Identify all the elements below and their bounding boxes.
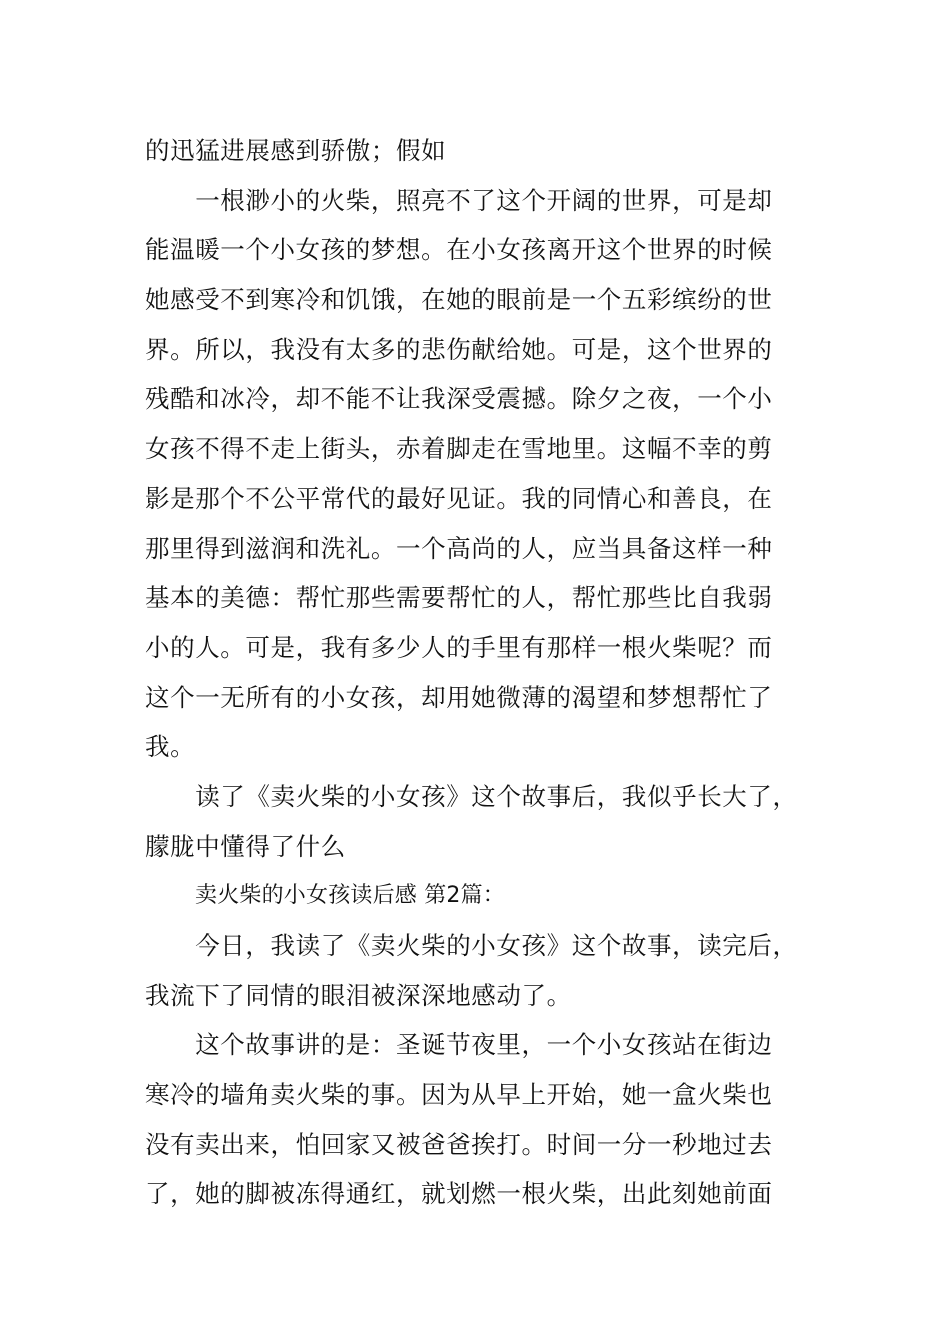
paragraph-continuation	[145, 126, 825, 176]
section-heading-text: 卖火柴的小女孩读后感 第2篇：	[195, 883, 505, 909]
text-line: 朦胧中懂得了什么	[145, 831, 346, 861]
text-line: 今日，我读了《卖火柴的小女孩》这个故事，读完后，	[145, 931, 798, 960]
text-line: 女孩不得不走上街头，赤着脚走在雪地里。这幅不幸的剪	[145, 434, 773, 464]
text-line: 了，她的脚被冻得通红，就划燃一根火柴，出此刻她前面	[145, 1179, 773, 1209]
text-line: 小的人。可是，我有多少人的手里有那样一根火柴呢？而	[145, 632, 773, 662]
text-line: 基本的美德：帮忙那些需要帮忙的人，帮忙那些比自我弱	[145, 583, 773, 613]
text-line: 残酷和冰冷，却不能不让我深受震撼。除夕之夜，一个小	[145, 384, 773, 414]
section-heading	[145, 871, 825, 921]
text-line: 的迅猛进展感到骄傲；假如	[145, 136, 447, 165]
text-line: 没有卖出来，怕回家又被爸爸挨打。时间一分一秒地过去	[145, 1129, 773, 1159]
paragraph-grew-up	[145, 772, 825, 871]
text-line: 界。所以，我没有太多的悲伤献给她。可是，这个世界的	[145, 334, 773, 364]
paragraph-matchstick-reflection	[145, 176, 825, 772]
text-line: 能温暖一个小女孩的梦想。在小女孩离开这个世界的时候	[145, 235, 773, 265]
text-line: 她感受不到寒冷和饥饿，在她的眼前是一个五彩缤纷的世	[145, 285, 773, 315]
text-line: 这个故事讲的是：圣诞节夜里，一个小女孩站在街边	[145, 1030, 773, 1060]
paragraph-story-summary	[145, 1020, 825, 1219]
text-line: 那里得到滋润和洗礼。一个高尚的人，应当具备这样一种	[145, 533, 773, 563]
text-line: 一根渺小的火柴，照亮不了这个开阔的世界，可是却	[145, 185, 773, 215]
text-line: 这个一无所有的小女孩，却用她微薄的渴望和梦想帮忙了	[145, 682, 773, 712]
paragraph-today-read	[145, 921, 825, 1020]
document-body	[145, 126, 825, 1219]
text-line: 寒冷的墙角卖火柴的事。因为从早上开始，她一盒火柴也	[145, 1080, 773, 1110]
text-line: 我流下了同情的眼泪被深深地感动了。	[145, 980, 572, 1010]
text-line: 读了《卖火柴的小女孩》这个故事后，我似乎长大了，	[145, 781, 798, 811]
text-line: 影是那个不公平常代的最好见证。我的同情心和善良，在	[145, 483, 773, 513]
text-line: 我。	[145, 732, 196, 762]
